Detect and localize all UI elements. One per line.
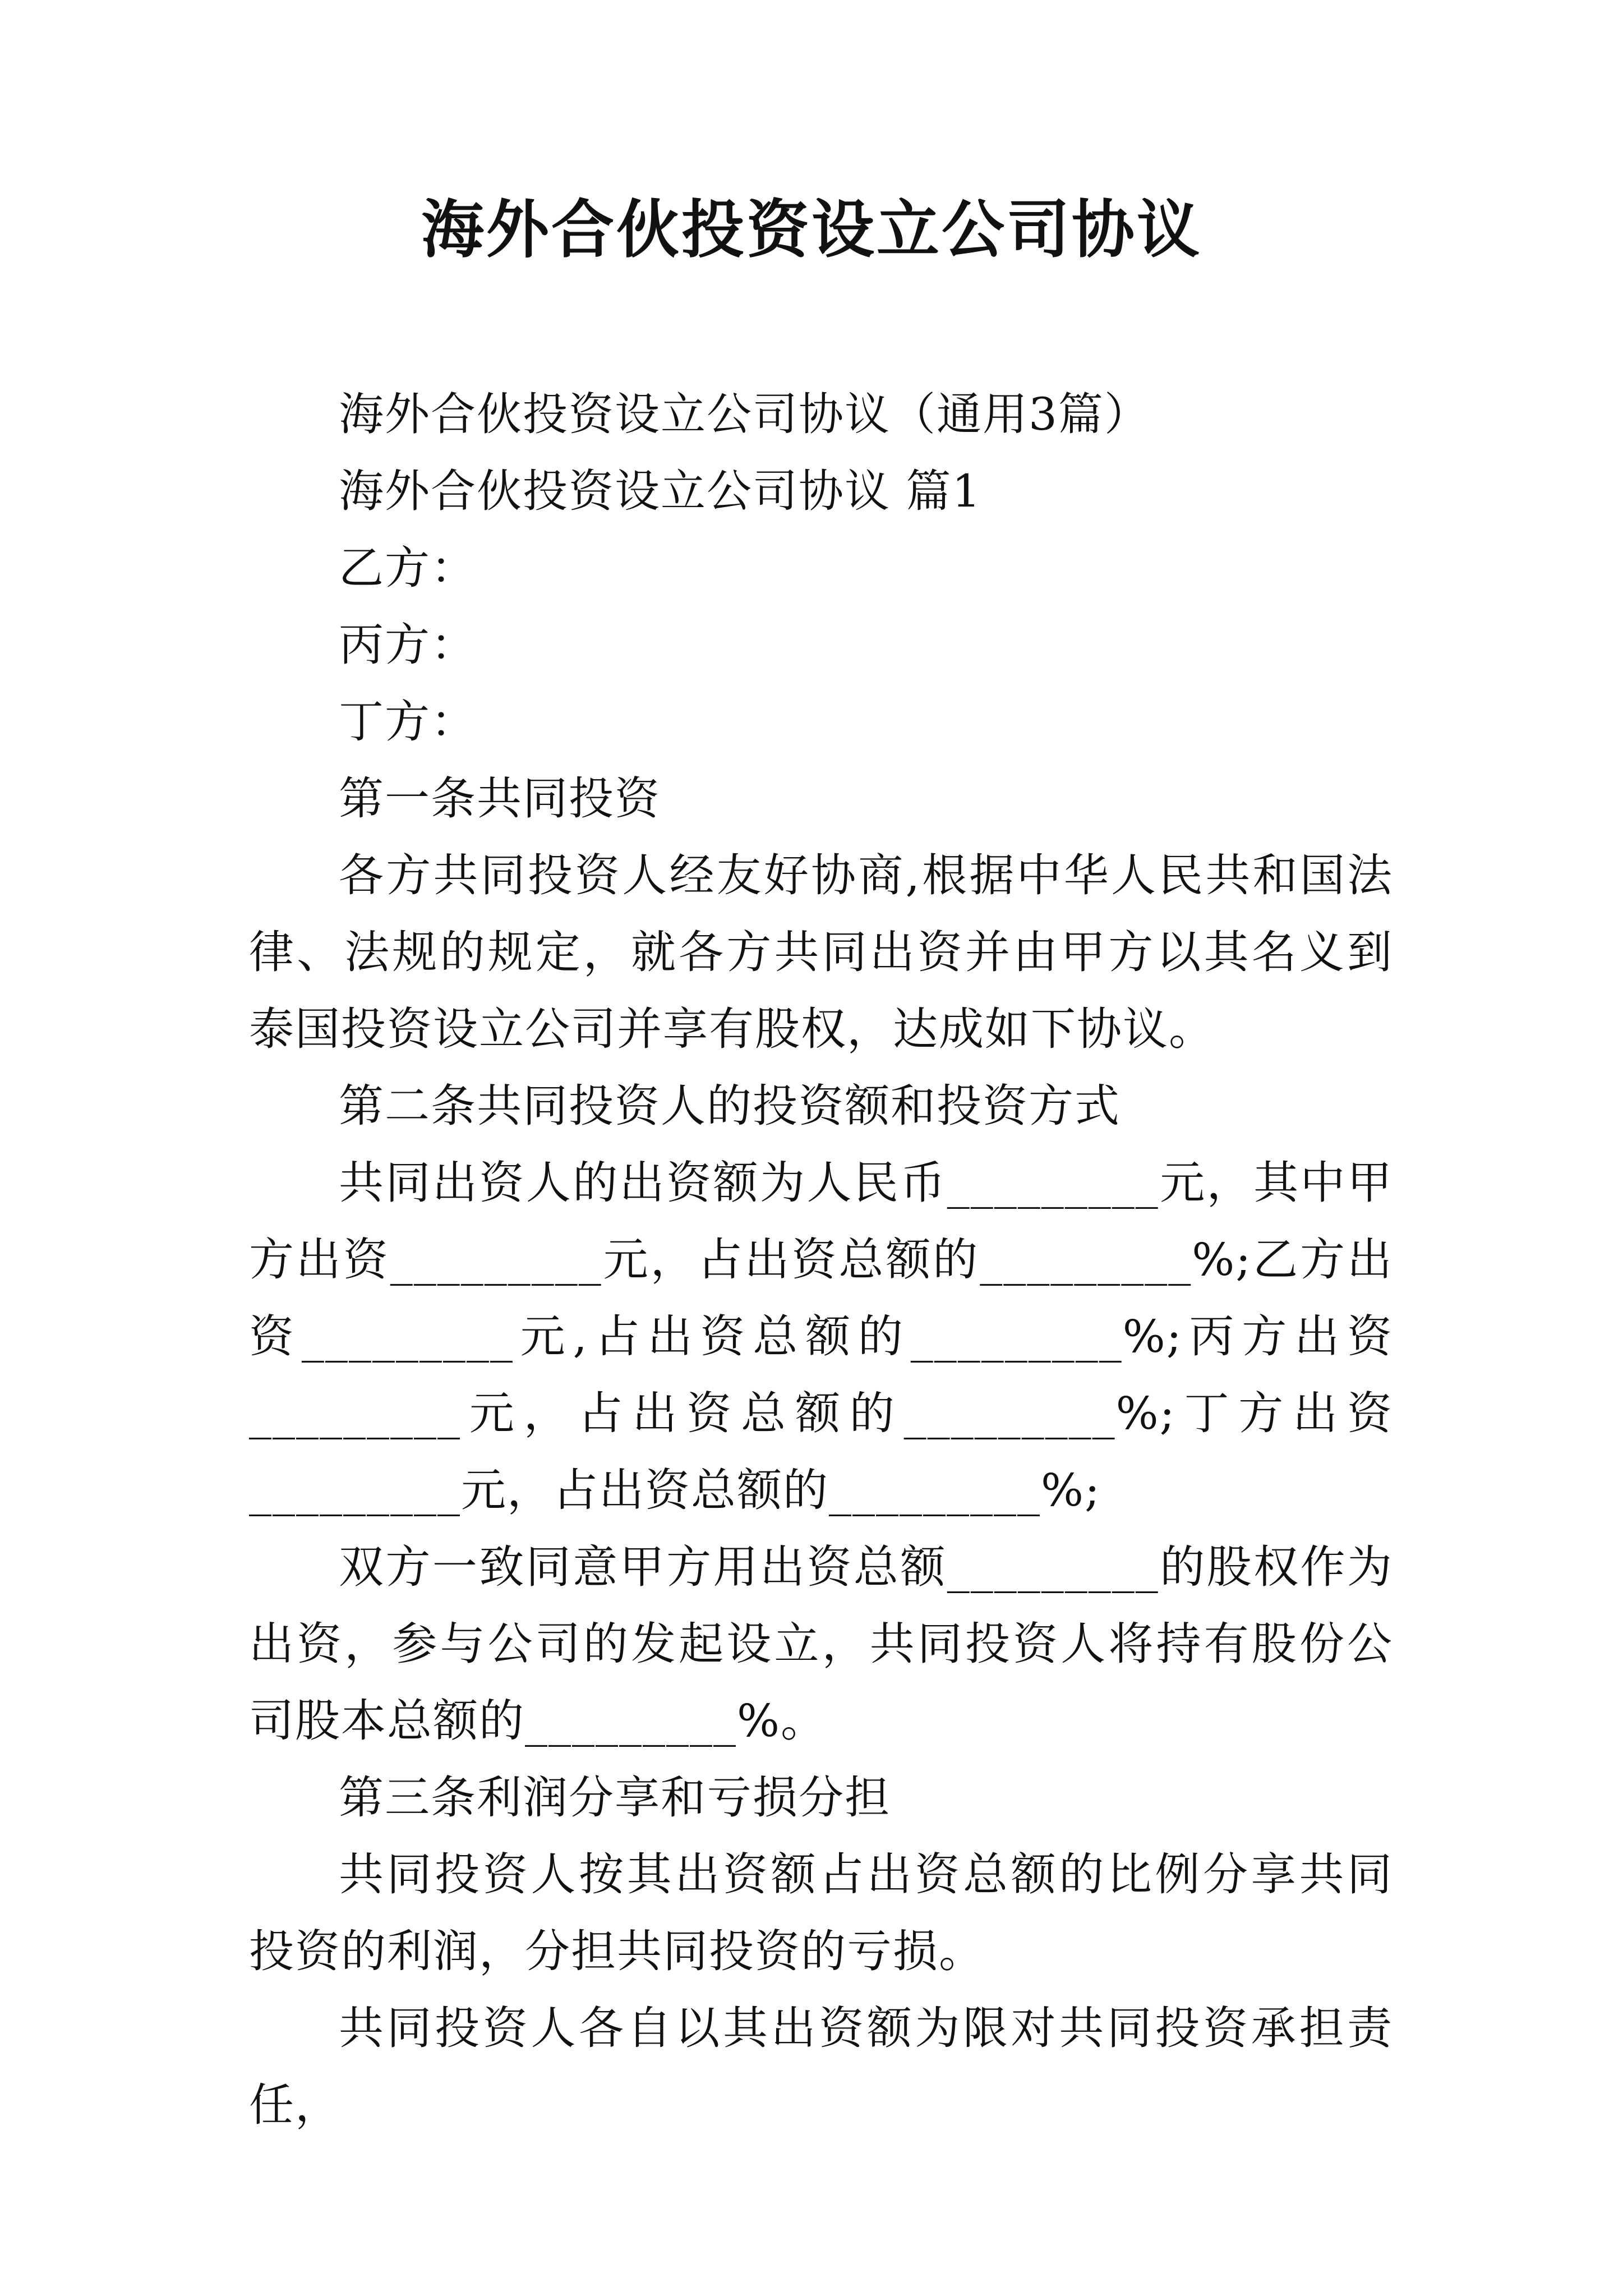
article-2-heading: 第二条共同投资人的投资额和投资方式 (339, 1080, 1121, 1132)
article-3-heading: 第三条利润分享和亏损分担 (339, 1772, 891, 1824)
article-2-text-2: 双方一致同意甲方用出资总额_________的股权作为出资，参与公司的发起设立，共同投资人将持有股份公司股本总额的_________%。 (249, 1541, 1393, 1747)
paragraph-party-c: 丙方： (339, 619, 477, 671)
paragraph-party-b: 乙方： (339, 542, 477, 594)
paragraph-section-heading: 海外合伙投资设立公司协议 篇1 (339, 465, 982, 517)
article-2-text-1: 共同出资人的出资额为人民币_________元，其中甲方出资_________元，占出资总额的_________%;乙方出资_________元,占出资总额的_________%;丙方出资_________元，占出资总额的_________%;丁方出资_________元，占出资总额的_________%; (249, 1157, 1393, 1516)
document-title: 海外合伙投资设立公司协议 (421, 193, 1202, 266)
article-1-heading: 第一条共同投资 (339, 772, 661, 825)
article-3-text-2: 共同投资人各自以其出资额为限对共同投资承担责任， (249, 2002, 1393, 2131)
paragraph-subtitle: 海外合伙投资设立公司协议（通用3篇） (339, 388, 1150, 440)
article-3-text-1: 共同投资人按其出资额占出资总额的比例分享共同投资的利润，分担共同投资的亏损。 (249, 1848, 1393, 1977)
article-1-text: 各方共同投资人经友好协商,根据中华人民共和国法律、法规的规定，就各方共同出资并由甲方以其名义到泰国投资设立公司并享有股权，达成如下协议。 (249, 849, 1393, 1055)
paragraph-party-d: 丁方： (339, 696, 477, 748)
document-body (249, 376, 1393, 2143)
